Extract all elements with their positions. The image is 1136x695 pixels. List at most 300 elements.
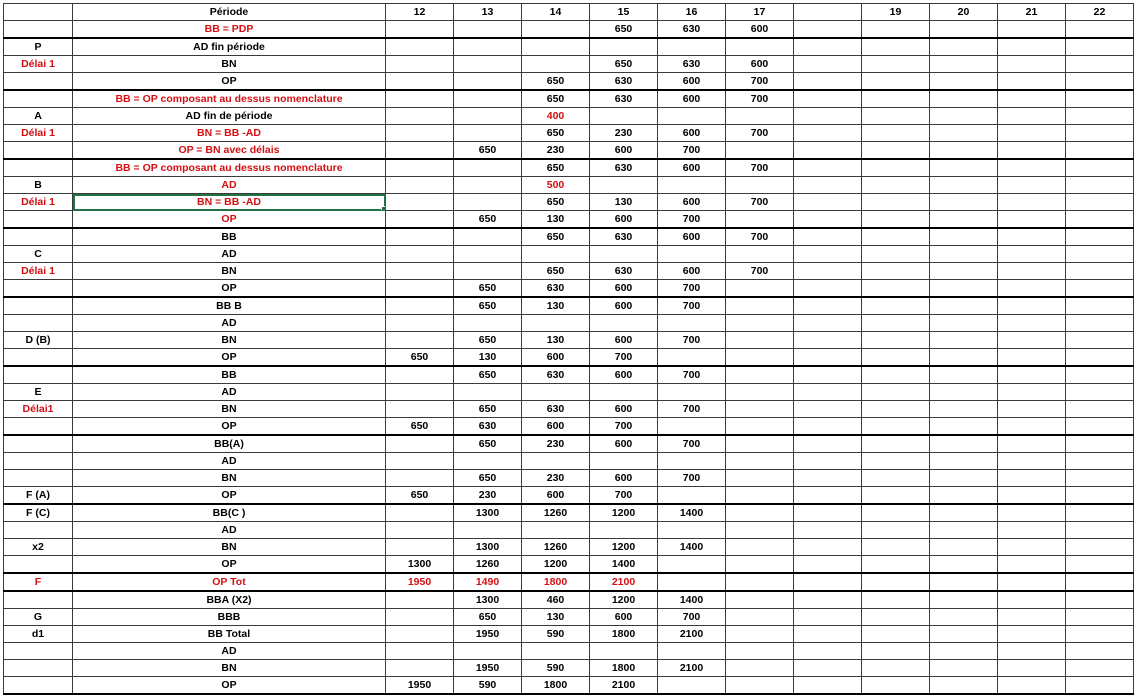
selected-cell[interactable]: BN = BB -AD — [73, 194, 386, 211]
table-cell[interactable] — [930, 435, 998, 453]
table-cell[interactable] — [794, 453, 862, 470]
table-cell[interactable] — [930, 38, 998, 56]
column-header-cell[interactable]: 13 — [454, 4, 522, 21]
table-cell[interactable] — [454, 194, 522, 211]
table-cell[interactable] — [1066, 539, 1134, 556]
table-cell[interactable]: 600 — [590, 297, 658, 315]
table-cell[interactable] — [794, 108, 862, 125]
table-cell[interactable]: 1260 — [522, 504, 590, 522]
table-cell[interactable] — [862, 487, 930, 505]
table-cell[interactable] — [998, 194, 1066, 211]
table-cell[interactable]: Délai 1 — [4, 56, 73, 73]
table-cell[interactable]: 700 — [590, 418, 658, 436]
table-cell[interactable]: F — [4, 573, 73, 591]
column-header-cell[interactable]: 17 — [726, 4, 794, 21]
table-cell[interactable] — [386, 591, 454, 609]
table-cell[interactable]: OP = BN avec délais — [73, 142, 386, 160]
table-cell[interactable] — [386, 384, 454, 401]
table-cell[interactable]: BB = OP composant au dessus nomenclature — [73, 90, 386, 108]
table-cell[interactable]: G — [4, 609, 73, 626]
table-cell[interactable] — [930, 90, 998, 108]
table-cell[interactable] — [930, 453, 998, 470]
table-cell[interactable] — [930, 591, 998, 609]
column-header-cell[interactable]: Période — [73, 4, 386, 21]
table-cell[interactable] — [862, 470, 930, 487]
table-cell[interactable] — [794, 418, 862, 436]
table-cell[interactable]: 1400 — [590, 556, 658, 574]
table-cell[interactable] — [862, 228, 930, 246]
table-cell[interactable]: OP — [73, 487, 386, 505]
table-cell[interactable]: OP — [73, 280, 386, 298]
table-cell[interactable]: 230 — [522, 470, 590, 487]
table-cell[interactable]: OP — [73, 677, 386, 695]
table-cell[interactable] — [862, 38, 930, 56]
table-cell[interactable]: 700 — [726, 159, 794, 177]
table-cell[interactable] — [386, 453, 454, 470]
table-cell[interactable] — [1066, 626, 1134, 643]
table-cell[interactable] — [794, 643, 862, 660]
table-cell[interactable] — [930, 677, 998, 695]
table-cell[interactable]: 1200 — [590, 539, 658, 556]
table-cell[interactable] — [1066, 573, 1134, 591]
table-cell[interactable]: BBA (X2) — [73, 591, 386, 609]
table-cell[interactable]: AD — [73, 522, 386, 539]
table-cell[interactable] — [1066, 504, 1134, 522]
table-cell[interactable] — [1066, 418, 1134, 436]
table-cell[interactable]: 600 — [658, 125, 726, 142]
table-cell[interactable] — [1066, 643, 1134, 660]
table-cell[interactable] — [930, 297, 998, 315]
table-cell[interactable] — [794, 211, 862, 229]
table-cell[interactable] — [1066, 591, 1134, 609]
table-cell[interactable]: 630 — [590, 159, 658, 177]
table-cell[interactable]: 1800 — [522, 677, 590, 695]
table-cell[interactable] — [1066, 677, 1134, 695]
table-cell[interactable] — [386, 159, 454, 177]
table-cell[interactable]: 600 — [658, 159, 726, 177]
table-cell[interactable] — [4, 435, 73, 453]
table-cell[interactable] — [794, 332, 862, 349]
table-cell[interactable] — [794, 609, 862, 626]
table-cell[interactable] — [1066, 349, 1134, 367]
table-cell[interactable] — [658, 522, 726, 539]
table-cell[interactable] — [590, 315, 658, 332]
table-cell[interactable] — [1066, 280, 1134, 298]
table-cell[interactable] — [862, 56, 930, 73]
table-cell[interactable] — [1066, 609, 1134, 626]
table-cell[interactable]: OP — [73, 73, 386, 91]
table-cell[interactable] — [862, 504, 930, 522]
table-cell[interactable]: 600 — [590, 142, 658, 160]
table-cell[interactable]: 700 — [726, 228, 794, 246]
table-cell[interactable]: 600 — [522, 418, 590, 436]
table-cell[interactable] — [794, 159, 862, 177]
table-cell[interactable]: 1950 — [454, 660, 522, 677]
table-cell[interactable]: 600 — [726, 21, 794, 39]
table-cell[interactable]: 600 — [658, 73, 726, 91]
table-cell[interactable] — [454, 315, 522, 332]
table-cell[interactable]: 700 — [590, 349, 658, 367]
column-header-cell[interactable]: 19 — [862, 4, 930, 21]
table-cell[interactable] — [930, 194, 998, 211]
table-cell[interactable]: 700 — [726, 125, 794, 142]
table-cell[interactable] — [794, 21, 862, 39]
table-cell[interactable] — [590, 38, 658, 56]
table-cell[interactable] — [930, 108, 998, 125]
column-header-cell[interactable]: 15 — [590, 4, 658, 21]
table-cell[interactable] — [386, 21, 454, 39]
table-cell[interactable]: 1950 — [386, 573, 454, 591]
table-cell[interactable] — [726, 349, 794, 367]
table-cell[interactable] — [998, 38, 1066, 56]
table-cell[interactable] — [726, 660, 794, 677]
table-cell[interactable] — [1066, 660, 1134, 677]
table-cell[interactable] — [386, 246, 454, 263]
table-cell[interactable] — [726, 177, 794, 194]
table-cell[interactable] — [862, 349, 930, 367]
table-cell[interactable] — [930, 643, 998, 660]
table-cell[interactable]: 650 — [454, 332, 522, 349]
table-cell[interactable] — [454, 643, 522, 660]
table-cell[interactable]: AD — [73, 246, 386, 263]
table-cell[interactable] — [1066, 228, 1134, 246]
table-cell[interactable] — [1066, 435, 1134, 453]
table-cell[interactable]: 630 — [522, 280, 590, 298]
table-cell[interactable] — [590, 522, 658, 539]
table-cell[interactable] — [794, 194, 862, 211]
table-cell[interactable]: 630 — [522, 401, 590, 418]
table-cell[interactable] — [726, 626, 794, 643]
table-cell[interactable] — [794, 591, 862, 609]
table-cell[interactable] — [590, 108, 658, 125]
table-cell[interactable]: 230 — [590, 125, 658, 142]
table-cell[interactable] — [1066, 90, 1134, 108]
table-cell[interactable] — [386, 626, 454, 643]
table-cell[interactable] — [794, 280, 862, 298]
table-cell[interactable]: 700 — [658, 142, 726, 160]
table-cell[interactable] — [658, 349, 726, 367]
table-cell[interactable] — [726, 108, 794, 125]
table-cell[interactable] — [794, 177, 862, 194]
table-cell[interactable]: 230 — [454, 487, 522, 505]
table-cell[interactable]: 1200 — [522, 556, 590, 574]
table-cell[interactable] — [794, 435, 862, 453]
table-cell[interactable] — [386, 435, 454, 453]
table-cell[interactable] — [930, 539, 998, 556]
table-cell[interactable] — [862, 194, 930, 211]
table-cell[interactable]: 630 — [658, 56, 726, 73]
table-cell[interactable]: C — [4, 246, 73, 263]
table-cell[interactable] — [998, 246, 1066, 263]
table-cell[interactable]: 590 — [522, 626, 590, 643]
table-cell[interactable] — [522, 21, 590, 39]
table-cell[interactable] — [454, 90, 522, 108]
table-cell[interactable] — [930, 522, 998, 539]
table-cell[interactable] — [998, 470, 1066, 487]
table-cell[interactable] — [930, 263, 998, 280]
table-cell[interactable] — [998, 522, 1066, 539]
table-cell[interactable] — [386, 522, 454, 539]
table-cell[interactable]: 1260 — [454, 556, 522, 574]
table-cell[interactable]: 500 — [522, 177, 590, 194]
table-cell[interactable] — [1066, 470, 1134, 487]
table-cell[interactable] — [1066, 522, 1134, 539]
table-cell[interactable] — [658, 38, 726, 56]
table-cell[interactable] — [726, 297, 794, 315]
table-cell[interactable]: 650 — [522, 228, 590, 246]
table-cell[interactable] — [726, 418, 794, 436]
table-cell[interactable] — [1066, 556, 1134, 574]
table-cell[interactable]: 650 — [386, 418, 454, 436]
table-cell[interactable] — [930, 56, 998, 73]
table-cell[interactable]: 700 — [658, 332, 726, 349]
table-cell[interactable] — [386, 177, 454, 194]
table-cell[interactable] — [998, 384, 1066, 401]
table-cell[interactable] — [726, 470, 794, 487]
table-cell[interactable] — [930, 246, 998, 263]
table-cell[interactable] — [1066, 73, 1134, 91]
table-cell[interactable] — [522, 315, 590, 332]
table-cell[interactable] — [862, 332, 930, 349]
table-cell[interactable] — [998, 211, 1066, 229]
table-cell[interactable] — [726, 366, 794, 384]
table-cell[interactable]: 1800 — [590, 660, 658, 677]
table-cell[interactable]: 400 — [522, 108, 590, 125]
table-cell[interactable] — [998, 626, 1066, 643]
table-cell[interactable] — [726, 643, 794, 660]
table-cell[interactable]: 630 — [590, 73, 658, 91]
table-cell[interactable] — [930, 401, 998, 418]
table-cell[interactable] — [930, 211, 998, 229]
table-cell[interactable] — [726, 435, 794, 453]
table-cell[interactable]: 460 — [522, 591, 590, 609]
table-cell[interactable]: 1200 — [590, 504, 658, 522]
table-cell[interactable] — [1066, 56, 1134, 73]
table-cell[interactable] — [4, 453, 73, 470]
table-cell[interactable] — [862, 159, 930, 177]
table-cell[interactable] — [454, 21, 522, 39]
table-cell[interactable]: A — [4, 108, 73, 125]
table-cell[interactable] — [522, 56, 590, 73]
table-cell[interactable]: 1800 — [522, 573, 590, 591]
column-header-cell[interactable]: 14 — [522, 4, 590, 21]
table-cell[interactable]: BN = BB -AD — [73, 125, 386, 142]
table-cell[interactable] — [998, 108, 1066, 125]
table-cell[interactable] — [998, 487, 1066, 505]
table-cell[interactable] — [454, 125, 522, 142]
table-cell[interactable] — [386, 366, 454, 384]
table-cell[interactable]: BB(C ) — [73, 504, 386, 522]
table-cell[interactable] — [794, 366, 862, 384]
table-cell[interactable] — [4, 643, 73, 660]
table-cell[interactable] — [4, 349, 73, 367]
table-cell[interactable] — [862, 246, 930, 263]
table-cell[interactable] — [998, 263, 1066, 280]
table-cell[interactable]: 1300 — [454, 504, 522, 522]
table-cell[interactable]: OP — [73, 418, 386, 436]
table-cell[interactable]: 650 — [454, 401, 522, 418]
table-cell[interactable] — [862, 142, 930, 160]
table-cell[interactable] — [862, 90, 930, 108]
table-cell[interactable] — [998, 280, 1066, 298]
table-cell[interactable]: 700 — [658, 280, 726, 298]
table-cell[interactable] — [4, 90, 73, 108]
table-cell[interactable] — [930, 556, 998, 574]
table-cell[interactable] — [862, 108, 930, 125]
table-cell[interactable] — [1066, 263, 1134, 280]
table-cell[interactable] — [1066, 21, 1134, 39]
table-cell[interactable]: 700 — [726, 90, 794, 108]
table-cell[interactable]: 230 — [522, 142, 590, 160]
table-cell[interactable] — [998, 556, 1066, 574]
table-cell[interactable] — [794, 297, 862, 315]
table-cell[interactable] — [386, 539, 454, 556]
table-cell[interactable] — [930, 349, 998, 367]
table-cell[interactable] — [386, 211, 454, 229]
table-cell[interactable] — [4, 228, 73, 246]
table-cell[interactable]: 1400 — [658, 504, 726, 522]
table-cell[interactable] — [726, 522, 794, 539]
column-header-cell[interactable]: 16 — [658, 4, 726, 21]
table-cell[interactable]: 1300 — [454, 539, 522, 556]
table-cell[interactable] — [862, 211, 930, 229]
table-cell[interactable]: 600 — [590, 470, 658, 487]
table-cell[interactable]: 600 — [726, 56, 794, 73]
table-cell[interactable]: 130 — [590, 194, 658, 211]
table-cell[interactable] — [998, 539, 1066, 556]
table-cell[interactable] — [998, 453, 1066, 470]
table-cell[interactable] — [1066, 142, 1134, 160]
table-cell[interactable] — [386, 401, 454, 418]
table-cell[interactable] — [726, 609, 794, 626]
table-cell[interactable] — [4, 297, 73, 315]
table-cell[interactable]: 630 — [590, 90, 658, 108]
table-cell[interactable]: 630 — [590, 228, 658, 246]
table-cell[interactable]: 600 — [590, 280, 658, 298]
table-cell[interactable] — [998, 349, 1066, 367]
table-cell[interactable]: 700 — [726, 194, 794, 211]
table-cell[interactable]: 650 — [386, 487, 454, 505]
table-cell[interactable]: AD fin période — [73, 38, 386, 56]
table-cell[interactable]: 130 — [522, 297, 590, 315]
table-cell[interactable]: 650 — [522, 73, 590, 91]
table-cell[interactable]: Délai 1 — [4, 125, 73, 142]
table-cell[interactable]: 650 — [454, 470, 522, 487]
table-cell[interactable]: 650 — [522, 159, 590, 177]
table-cell[interactable] — [726, 504, 794, 522]
table-cell[interactable] — [998, 228, 1066, 246]
table-cell[interactable] — [454, 177, 522, 194]
table-cell[interactable] — [862, 573, 930, 591]
table-cell[interactable] — [386, 38, 454, 56]
table-cell[interactable] — [998, 73, 1066, 91]
table-cell[interactable] — [930, 159, 998, 177]
table-cell[interactable] — [386, 609, 454, 626]
table-cell[interactable] — [1066, 332, 1134, 349]
table-cell[interactable]: AD — [73, 643, 386, 660]
table-cell[interactable]: 650 — [522, 194, 590, 211]
table-cell[interactable] — [386, 56, 454, 73]
table-cell[interactable] — [794, 626, 862, 643]
table-cell[interactable] — [930, 573, 998, 591]
table-cell[interactable] — [454, 263, 522, 280]
table-cell[interactable] — [862, 609, 930, 626]
table-cell[interactable] — [794, 263, 862, 280]
table-cell[interactable]: 2100 — [658, 626, 726, 643]
table-cell[interactable] — [726, 211, 794, 229]
table-cell[interactable] — [454, 522, 522, 539]
table-cell[interactable] — [794, 246, 862, 263]
table-cell[interactable]: 590 — [454, 677, 522, 695]
table-cell[interactable] — [726, 539, 794, 556]
table-cell[interactable] — [658, 677, 726, 695]
table-cell[interactable] — [454, 384, 522, 401]
table-cell[interactable] — [1066, 453, 1134, 470]
table-cell[interactable] — [998, 573, 1066, 591]
table-cell[interactable] — [4, 159, 73, 177]
table-cell[interactable] — [4, 470, 73, 487]
table-cell[interactable] — [386, 90, 454, 108]
table-cell[interactable]: F (A) — [4, 487, 73, 505]
table-cell[interactable] — [998, 56, 1066, 73]
table-cell[interactable]: 650 — [590, 56, 658, 73]
table-cell[interactable] — [794, 125, 862, 142]
table-cell[interactable] — [4, 73, 73, 91]
table-cell[interactable] — [998, 366, 1066, 384]
table-cell[interactable]: 600 — [590, 366, 658, 384]
table-cell[interactable]: 700 — [726, 73, 794, 91]
table-cell[interactable]: 650 — [454, 297, 522, 315]
table-cell[interactable] — [726, 573, 794, 591]
table-cell[interactable]: AD — [73, 177, 386, 194]
table-cell[interactable] — [930, 73, 998, 91]
table-cell[interactable] — [794, 660, 862, 677]
table-cell[interactable] — [658, 177, 726, 194]
table-cell[interactable] — [726, 677, 794, 695]
table-cell[interactable]: F (C) — [4, 504, 73, 522]
table-cell[interactable] — [930, 609, 998, 626]
table-cell[interactable] — [522, 643, 590, 660]
table-cell[interactable]: BB = OP composant au dessus nomenclature — [73, 159, 386, 177]
table-cell[interactable] — [998, 177, 1066, 194]
table-cell[interactable] — [862, 435, 930, 453]
table-cell[interactable] — [794, 73, 862, 91]
table-cell[interactable] — [862, 591, 930, 609]
table-cell[interactable] — [522, 384, 590, 401]
table-cell[interactable] — [658, 384, 726, 401]
table-cell[interactable] — [590, 643, 658, 660]
table-cell[interactable]: 650 — [522, 90, 590, 108]
table-cell[interactable]: 650 — [522, 125, 590, 142]
table-cell[interactable]: 600 — [590, 401, 658, 418]
table-cell[interactable] — [998, 660, 1066, 677]
table-cell[interactable] — [794, 142, 862, 160]
table-cell[interactable] — [862, 677, 930, 695]
table-cell[interactable] — [1066, 108, 1134, 125]
table-cell[interactable] — [386, 332, 454, 349]
table-cell[interactable]: 650 — [522, 263, 590, 280]
column-header-cell[interactable]: 12 — [386, 4, 454, 21]
table-cell[interactable] — [862, 263, 930, 280]
table-cell[interactable] — [862, 539, 930, 556]
table-cell[interactable]: x2 — [4, 539, 73, 556]
table-cell[interactable] — [794, 401, 862, 418]
table-cell[interactable] — [658, 246, 726, 263]
table-cell[interactable] — [930, 418, 998, 436]
table-cell[interactable]: 700 — [658, 401, 726, 418]
table-cell[interactable]: 2100 — [658, 660, 726, 677]
table-cell[interactable] — [454, 56, 522, 73]
